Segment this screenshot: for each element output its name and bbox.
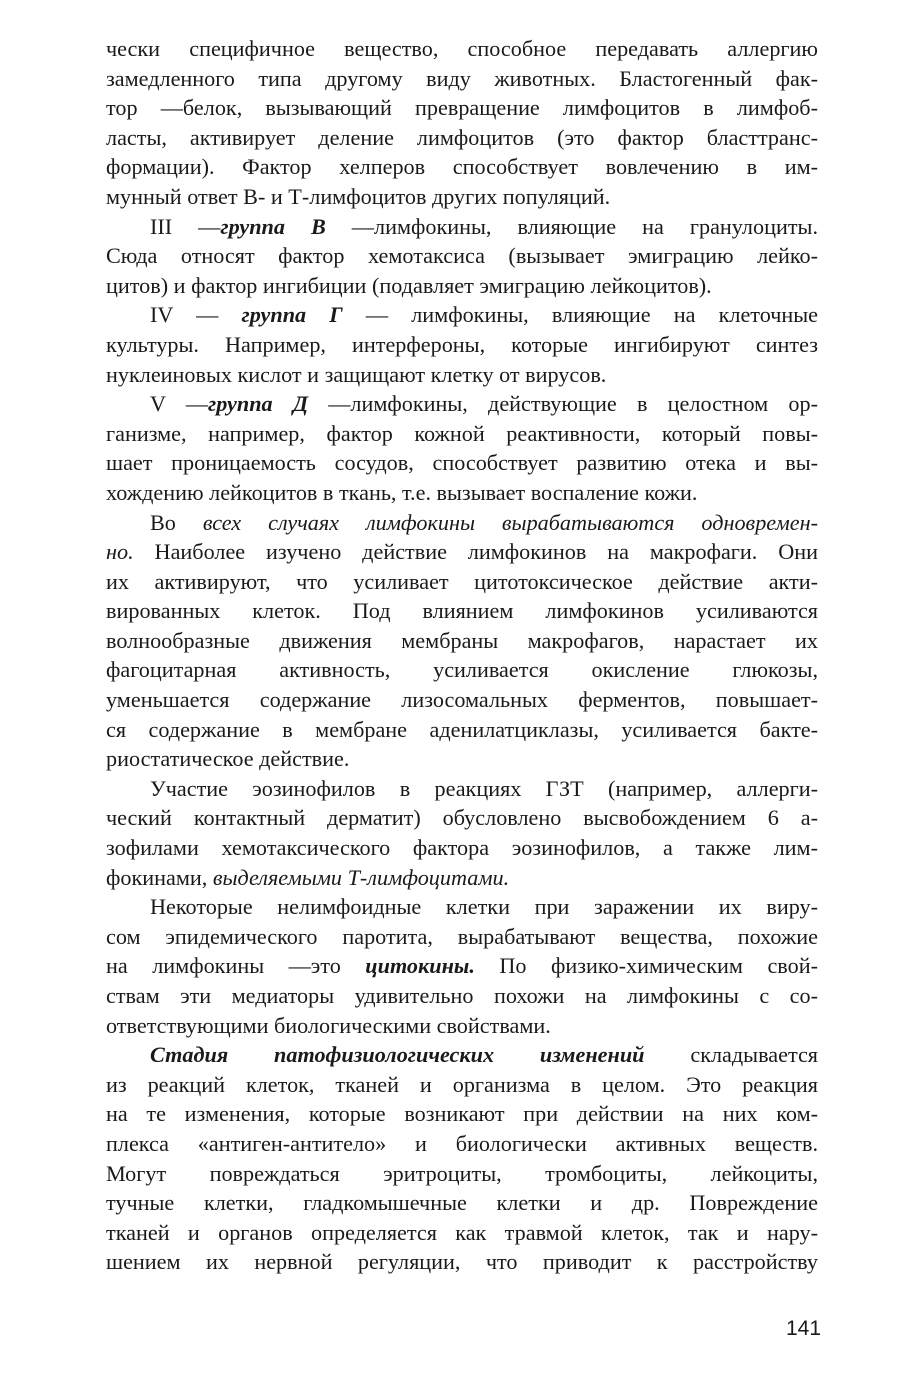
text-line (106, 300, 818, 330)
text-run: — лимфокины, влияющие на клеточные (342, 302, 819, 328)
text-run: уменьшается содержание лизосомальных ферментов, повышает- (106, 687, 818, 713)
text-line (106, 123, 818, 153)
text-line (106, 863, 818, 893)
text-line (106, 1188, 818, 1218)
text-line (106, 508, 818, 538)
text-run: тучные клетки, гладкомышечные клетки и др. Повреждение (106, 1190, 818, 1216)
text-line (106, 655, 818, 685)
text-run: —лимфокины, влияющие на гранулоциты. (325, 213, 818, 239)
text-run: культуры. Например, интерфероны, которые ингибируют синтез (106, 331, 818, 357)
text-run: тор —белок, вызывающий превращение лимфоцитов в лимфоб- (106, 95, 818, 121)
text-line (106, 360, 818, 390)
text-line (106, 537, 818, 567)
emphasized-text: но. (106, 539, 134, 565)
text-run: ганизме, например, фактор кожной реактивности, который повы- (106, 420, 818, 446)
text-line (106, 64, 818, 94)
text-run: на лимфокины —это (106, 953, 366, 979)
emphasized-text: группа Г (241, 302, 343, 328)
text-line (106, 1159, 818, 1189)
text-line (106, 803, 818, 833)
text-run: тканей и органов определяется как травмой клеток, так и нару- (106, 1219, 818, 1245)
text-run: ствам эти медиаторы удивительно похожи на лимфокины с со- (106, 983, 818, 1008)
text-line (106, 1070, 818, 1100)
text-run: ся содержание в мембране аденилатциклазы, усиливается бакте- (106, 716, 818, 742)
text-line (106, 715, 818, 745)
text-run: Наиболее изучено действие лимфокинов на макрофаги. Они (133, 539, 818, 565)
text-run: шает проницаемость сосудов, способствует развитию отека и вы- (106, 450, 818, 476)
text-line (106, 892, 818, 922)
text-line (106, 152, 818, 182)
text-run: Некоторые нелимфоидные клетки при заражении их виру- (150, 894, 818, 920)
text-run: IV — (150, 302, 242, 328)
text-run: цитов) и фактор ингибиции (подавляет эмиграцию лейкоцитов). (106, 272, 712, 298)
text-line (106, 419, 818, 449)
text-line (106, 951, 818, 981)
text-run: ответствующими биологическими свойствами. (106, 1012, 551, 1038)
text-run: —лимфокины, действующие в целостном ор- (308, 391, 818, 417)
text-line (106, 774, 818, 804)
text-run: фагоцитарная активность, усиливается окисление глюкозы, (106, 657, 818, 683)
text-line (106, 744, 818, 774)
emphasized-text: всех случаях лимфокины вырабатываются одновремен- (202, 509, 818, 535)
text-run: плекса «антиген-антитело» и биологически активных веществ. (106, 1130, 818, 1156)
text-line (106, 1247, 818, 1277)
text-run: складывается (644, 1042, 818, 1068)
text-run: нуклеиновых кислот и защищают клетку от вирусов. (106, 361, 607, 387)
text-run: формации). Фактор хелперов способствует вовлечению в им- (106, 154, 818, 180)
text-line (106, 1099, 818, 1129)
text-run: зофилами хемотаксического фактора эозинофилов, а также лим- (106, 835, 818, 861)
text-line (106, 833, 818, 863)
text-run: сом эпидемического паротита, вырабатывают вещества, похожие (106, 923, 818, 949)
text-run: фокинами, (106, 864, 213, 890)
emphasized-text: группа В (220, 213, 326, 239)
text-run: хождению лейкоцитов в ткань, т.е. вызывает воспаление кожи. (106, 479, 698, 505)
text-line (106, 1011, 818, 1041)
text-line (106, 448, 818, 478)
text-run: III — (150, 213, 221, 239)
text-line (106, 1129, 818, 1159)
text-line (106, 182, 818, 212)
text-line (106, 685, 818, 715)
text-run: ласты, активирует деление лимфоцитов (это фактор бласттранс- (106, 124, 818, 150)
text-run: Участие эозинофилов в реакциях ГЗТ (например, аллерги- (150, 775, 818, 801)
text-run: замедленного типа другому виду животных. Бластогенный фак- (106, 65, 818, 91)
text-line (106, 271, 818, 301)
text-line (106, 626, 818, 656)
text-run: Во (150, 509, 203, 535)
emphasized-text: цитокины. (365, 953, 475, 979)
emphasized-text: группа Д (208, 391, 308, 417)
page-body-text (106, 34, 818, 1277)
text-run: их активируют, что усиливает цитотоксическое действие акти- (106, 568, 818, 594)
text-run: Сюда относят фактор хемотаксиса (вызывает эмиграцию лейко- (106, 243, 818, 269)
text-run: на те изменения, которые возникают при действии на них ком- (106, 1101, 818, 1127)
text-line (106, 596, 818, 626)
emphasized-text: выделяемыми Т-лимфоцитами. (212, 864, 510, 890)
text-run: из реакций клеток, тканей и организма в целом. Это реакция (106, 1071, 818, 1097)
text-line (106, 241, 818, 271)
text-run: V — (150, 391, 209, 417)
page-number: 141 (786, 1317, 822, 1340)
emphasized-text: Стадия патофизиологических изменений (150, 1042, 645, 1068)
text-line (106, 478, 818, 508)
text-run: чески специфичное вещество, способное передавать аллергию (106, 36, 818, 61)
text-run: Могут повреждаться эритроциты, тромбоциты, лейкоциты, (106, 1160, 818, 1186)
text-line (106, 93, 818, 123)
text-run: По физико-химическим свой- (474, 953, 818, 979)
text-line (106, 567, 818, 597)
text-line (106, 981, 818, 1011)
text-run: мунный ответ В- и Т-лимфоцитов других популяций. (106, 183, 611, 209)
text-line (106, 212, 818, 242)
text-run: ческий контактный дерматит) обусловлено высвобождением 6 а- (106, 805, 818, 831)
text-line (106, 34, 818, 64)
text-line (106, 330, 818, 360)
text-line (106, 1040, 818, 1070)
text-line (106, 1218, 818, 1248)
text-run: шением их нервной регуляции, что приводит к расстройству (106, 1249, 818, 1275)
text-run: вированных клеток. Под влиянием лимфокинов усиливаются (106, 598, 818, 624)
text-line (106, 922, 818, 952)
text-run: риостатическое действие. (106, 746, 350, 772)
text-line (106, 389, 818, 419)
text-run: волнообразные движения мембраны макрофагов, нарастает их (106, 627, 818, 653)
